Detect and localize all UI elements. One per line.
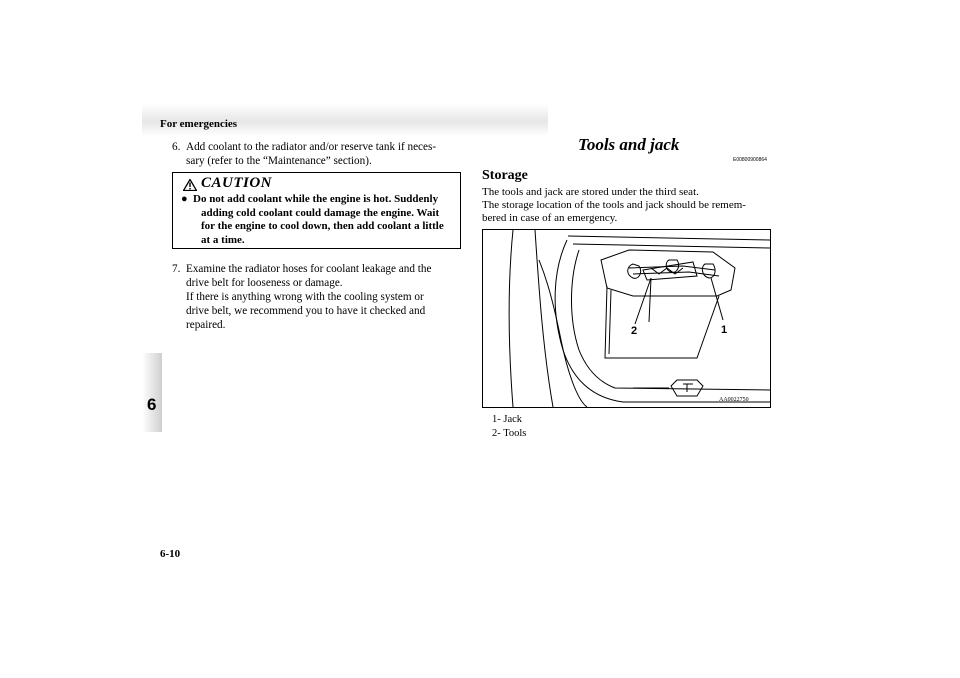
caution-header	[175, 174, 307, 194]
step-7-line-5: repaired.	[186, 319, 226, 331]
step-7-line-3: If there is anything wrong with the cooling system or	[186, 291, 424, 303]
caution-line-2: adding cold coolant could damage the engine. Wait	[201, 206, 440, 219]
caution-text	[181, 193, 457, 247]
jack-storage-illustration	[482, 229, 771, 408]
legend-1-label: Jack	[503, 414, 523, 425]
legend-2-number: 2-	[492, 428, 501, 439]
step-7-line-1: Examine the radiator hoses for coolant leakage and the	[186, 263, 432, 275]
step-7-line-2: drive belt for looseness or damage.	[186, 277, 343, 289]
illustration-drawing	[483, 230, 770, 407]
bullet-icon: ●	[181, 193, 188, 205]
step-6	[172, 140, 462, 168]
section-code: E00800900864	[733, 157, 767, 163]
callout-2: 2	[631, 325, 638, 337]
step-7	[172, 262, 462, 332]
legend-item-2	[492, 428, 526, 439]
page-number: 6-10	[160, 548, 181, 560]
subsection-title: Storage	[482, 168, 528, 183]
paragraph-2-line-1: The storage location of the tools and jack should be remem-	[482, 199, 746, 211]
paragraph-2-line-2: bered in case of an emergency.	[482, 212, 618, 224]
caution-title: CAUTION	[201, 175, 273, 191]
chapter-side-tab	[142, 353, 162, 432]
paragraph-1: The tools and jack are stored under the third seat.	[482, 186, 699, 198]
step-7-number: 7.	[172, 263, 181, 275]
step-7-line-4: drive belt, we recommend you to have it checked and	[186, 305, 426, 317]
legend-2-label: Tools	[503, 428, 527, 439]
callout-1: 1	[721, 324, 728, 336]
step-6-number: 6.	[172, 141, 181, 153]
step-6-line-1: Add coolant to the radiator and/or reserve tank if neces-	[186, 141, 437, 153]
legend-1-number: 1-	[492, 414, 501, 425]
section-label: For emergencies	[160, 118, 238, 130]
caution-line-1: Do not add coolant while the engine is hot. Suddenly	[193, 193, 439, 205]
warning-triangle-icon	[183, 179, 197, 191]
caution-line-4: at a time.	[201, 233, 245, 246]
legend-item-1	[492, 414, 522, 425]
caution-line-3: for the engine to cool down, then add coolant a little	[201, 220, 444, 232]
figure-code: AA0022750	[719, 397, 749, 403]
caution-box	[172, 172, 461, 249]
section-title: Tools and jack	[578, 135, 680, 154]
chapter-tab-number: 6	[147, 395, 157, 414]
step-6-line-2: sary (refer to the “Maintenance” section).	[186, 155, 372, 167]
